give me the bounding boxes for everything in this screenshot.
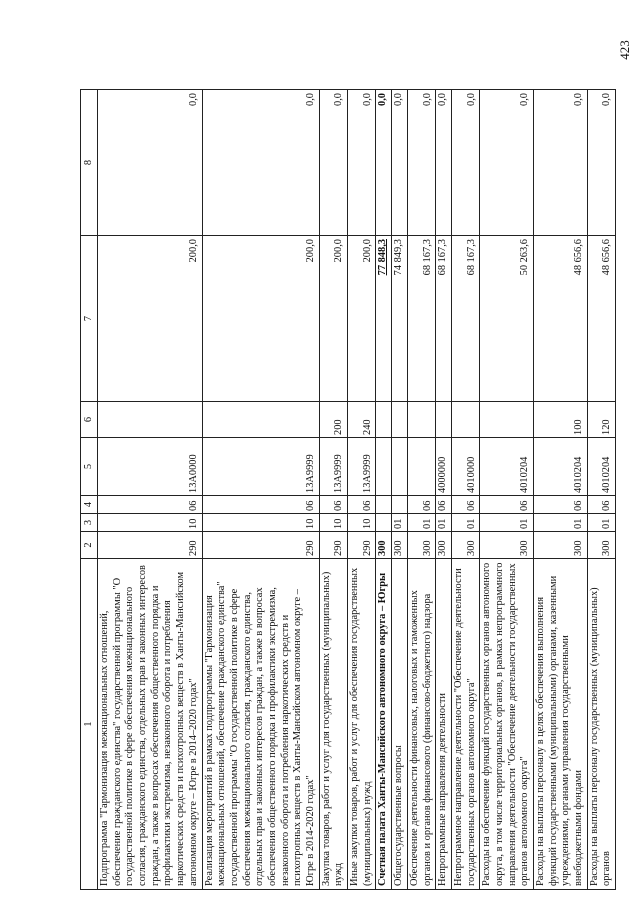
target-article-cell: [392, 438, 408, 496]
table-container: [80, 90, 613, 890]
target-article-cell: 13А9999: [319, 438, 347, 496]
column-header: 8: [81, 90, 98, 236]
target-article-cell: 4010204: [480, 438, 534, 496]
expense-type-cell: 200: [319, 402, 347, 438]
amount-change-cell: 0,0: [407, 90, 435, 236]
column-header: 7: [81, 236, 98, 402]
page-number: 423: [616, 40, 632, 60]
target-article-cell: [376, 438, 392, 496]
expense-type-cell: [98, 402, 203, 438]
amount-change-cell: 0,0: [202, 90, 319, 236]
amount-change-cell: 0,0: [392, 90, 408, 236]
section-code-cell: 01: [451, 514, 479, 532]
section-code-cell: 01: [392, 514, 408, 532]
grbs-code-cell: 300: [436, 532, 452, 559]
column-header: 5: [81, 438, 98, 496]
table-row: [480, 90, 534, 890]
amount-cell: 200,0: [202, 236, 319, 402]
subsection-code-cell: 06: [348, 496, 376, 514]
subsection-code-cell: [392, 496, 408, 514]
amount-change-cell: 0,0: [376, 90, 392, 236]
grbs-code-cell: 300: [392, 532, 408, 559]
subsection-code-cell: 06: [98, 496, 203, 514]
target-article-cell: 13А9999: [348, 438, 376, 496]
amount-cell: 48 656,6: [534, 236, 588, 402]
amount-cell: 68 167,3: [436, 236, 452, 402]
table-row: [376, 90, 392, 890]
section-code-cell: 01: [587, 514, 615, 532]
grbs-code-cell: 300: [480, 532, 534, 559]
table-row: [319, 90, 347, 890]
amount-change-cell: 0,0: [451, 90, 479, 236]
section-code-cell: 10: [319, 514, 347, 532]
subsection-code-cell: 06: [407, 496, 435, 514]
expense-type-cell: 100: [534, 402, 588, 438]
section-code-cell: [376, 514, 392, 532]
section-code-cell: 10: [202, 514, 319, 532]
expense-type-cell: [407, 402, 435, 438]
table-row: [348, 90, 376, 890]
table-row: [98, 90, 203, 890]
row-name-cell: Непрограммное направление деятельности "Обеспечение деятельности государственных органов автономного округа": [451, 559, 479, 890]
grbs-code-cell: 290: [348, 532, 376, 559]
grbs-code-cell: 300: [587, 532, 615, 559]
row-name-cell: Обеспечение деятельности финансовых, налоговых и таможенных органов и органов финансового (финансово-бюджетного) надзора: [407, 559, 435, 890]
target-article-cell: 13А0000: [98, 438, 203, 496]
row-name-cell: Подпрограмма "Гармонизация межнациональных отношений, обеспечение гражданского единства" государственной программы "О государственной политике в сфере обеспечения межнационального согласия, гражданского единства, отдельных прав и законных интересов граждан, а также в вопросах обеспечения общественного порядка и профилактики экстремизма, незаконного оборота и потребления наркотических средств и психотропных веществ в Ханты-Мансийском автономном округе – Югре в 2014–2020 годах": [98, 559, 203, 890]
row-name-cell: Расходы на обеспечение функций государственных органов автономного округа, в том числе территориальных органов, в рамках непрограммного направления деятельности "Обеспечение деятельности государственных органов автономного округа": [480, 559, 534, 890]
expense-type-cell: 120: [587, 402, 615, 438]
amount-cell: 200,0: [98, 236, 203, 402]
grbs-code-cell: 290: [202, 532, 319, 559]
table-row: [451, 90, 479, 890]
column-header: 6: [81, 402, 98, 438]
row-name-cell: Счетная палата Ханты-Мансийского автономного округа – Югры: [376, 559, 392, 890]
column-header: 1: [81, 559, 98, 890]
table-row: [436, 90, 452, 890]
row-name-cell: Реализация мероприятий в рамках подпрограммы "Гармонизация межнациональных отношений, обеспечение гражданского единства" государственной программы "О государственной политике в сфере обеспечения межнационального согласия, гражданского единства, отдельных прав и законных интересов граждан, а также в вопросах обеспечения общественного порядка и профилактики экстремизма, незаконного оборота и потребления наркотических средств и психотропных веществ в Ханты-Мансийском автономном округе – Югре в 2014-2020 годах": [202, 559, 319, 890]
target-article-cell: 4010204: [534, 438, 588, 496]
row-name-cell: Общегосударственные вопросы: [392, 559, 408, 890]
section-code-cell: 10: [348, 514, 376, 532]
table-row: [587, 90, 615, 890]
header-row: [81, 90, 98, 890]
amount-change-cell: 0,0: [534, 90, 588, 236]
section-code-cell: 10: [98, 514, 203, 532]
target-article-cell: 4010000: [451, 438, 479, 496]
expense-type-cell: 240: [348, 402, 376, 438]
amount-cell: 200,0: [348, 236, 376, 402]
grbs-code-cell: 300: [451, 532, 479, 559]
amount-cell: 200,0: [319, 236, 347, 402]
column-header: 2: [81, 532, 98, 559]
amount-change-cell: 0,0: [587, 90, 615, 236]
budget-table: [80, 89, 616, 890]
grbs-code-cell: 290: [98, 532, 203, 559]
subsection-code-cell: 06: [202, 496, 319, 514]
expense-type-cell: [376, 402, 392, 438]
target-article-cell: 4000000: [436, 438, 452, 496]
amount-change-cell: 0,0: [98, 90, 203, 236]
amount-change-cell: 0,0: [480, 90, 534, 236]
column-header: 3: [81, 514, 98, 532]
amount-cell: 68 167,3: [451, 236, 479, 402]
row-name-cell: Расходы на выплаты персоналу государственных (муниципальных) органов: [587, 559, 615, 890]
subsection-code-cell: 06: [534, 496, 588, 514]
amount-cell: 77 848,3: [376, 236, 392, 402]
expense-type-cell: [392, 402, 408, 438]
grbs-code-cell: 300: [407, 532, 435, 559]
target-article-cell: [407, 438, 435, 496]
row-name-cell: Непрограммные направления деятельности: [436, 559, 452, 890]
subsection-code-cell: 06: [587, 496, 615, 514]
grbs-code-cell: 300: [534, 532, 588, 559]
row-name-cell: Иные закупки товаров, работ и услуг для обеспечения государственных (муниципальных) нужд: [348, 559, 376, 890]
section-code-cell: 01: [480, 514, 534, 532]
target-article-cell: 4010204: [587, 438, 615, 496]
subsection-code-cell: [376, 496, 392, 514]
expense-type-cell: [202, 402, 319, 438]
table-row: [202, 90, 319, 890]
target-article-cell: 13А9999: [202, 438, 319, 496]
amount-cell: 48 656,6: [587, 236, 615, 402]
expense-type-cell: [451, 402, 479, 438]
amount-cell: 74 849,3: [392, 236, 408, 402]
grbs-code-cell: 300: [376, 532, 392, 559]
amount-cell: 68 167,3: [407, 236, 435, 402]
grbs-code-cell: 290: [319, 532, 347, 559]
row-name-cell: Закупка товаров, работ и услуг для государственных (муниципальных) нужд: [319, 559, 347, 890]
amount-change-cell: 0,0: [319, 90, 347, 236]
column-header: 4: [81, 496, 98, 514]
amount-change-cell: 0,0: [348, 90, 376, 236]
table-row: [534, 90, 588, 890]
table-row: [392, 90, 408, 890]
expense-type-cell: [436, 402, 452, 438]
table-row: [407, 90, 435, 890]
rotated-table-frame: [80, 90, 613, 890]
subsection-code-cell: 06: [436, 496, 452, 514]
section-code-cell: 01: [534, 514, 588, 532]
section-code-cell: 01: [436, 514, 452, 532]
subsection-code-cell: 06: [451, 496, 479, 514]
section-code-cell: 01: [407, 514, 435, 532]
amount-change-cell: 0,0: [436, 90, 452, 236]
expense-type-cell: [480, 402, 534, 438]
amount-cell: 50 263,6: [480, 236, 534, 402]
subsection-code-cell: 06: [319, 496, 347, 514]
subsection-code-cell: 06: [480, 496, 534, 514]
row-name-cell: Расходы на выплаты персоналу в целях обеспечения выполнения функций государственными (муниципальными) органами, казенными учреждениями, органами управления государственными внебюджетными фондами: [534, 559, 588, 890]
